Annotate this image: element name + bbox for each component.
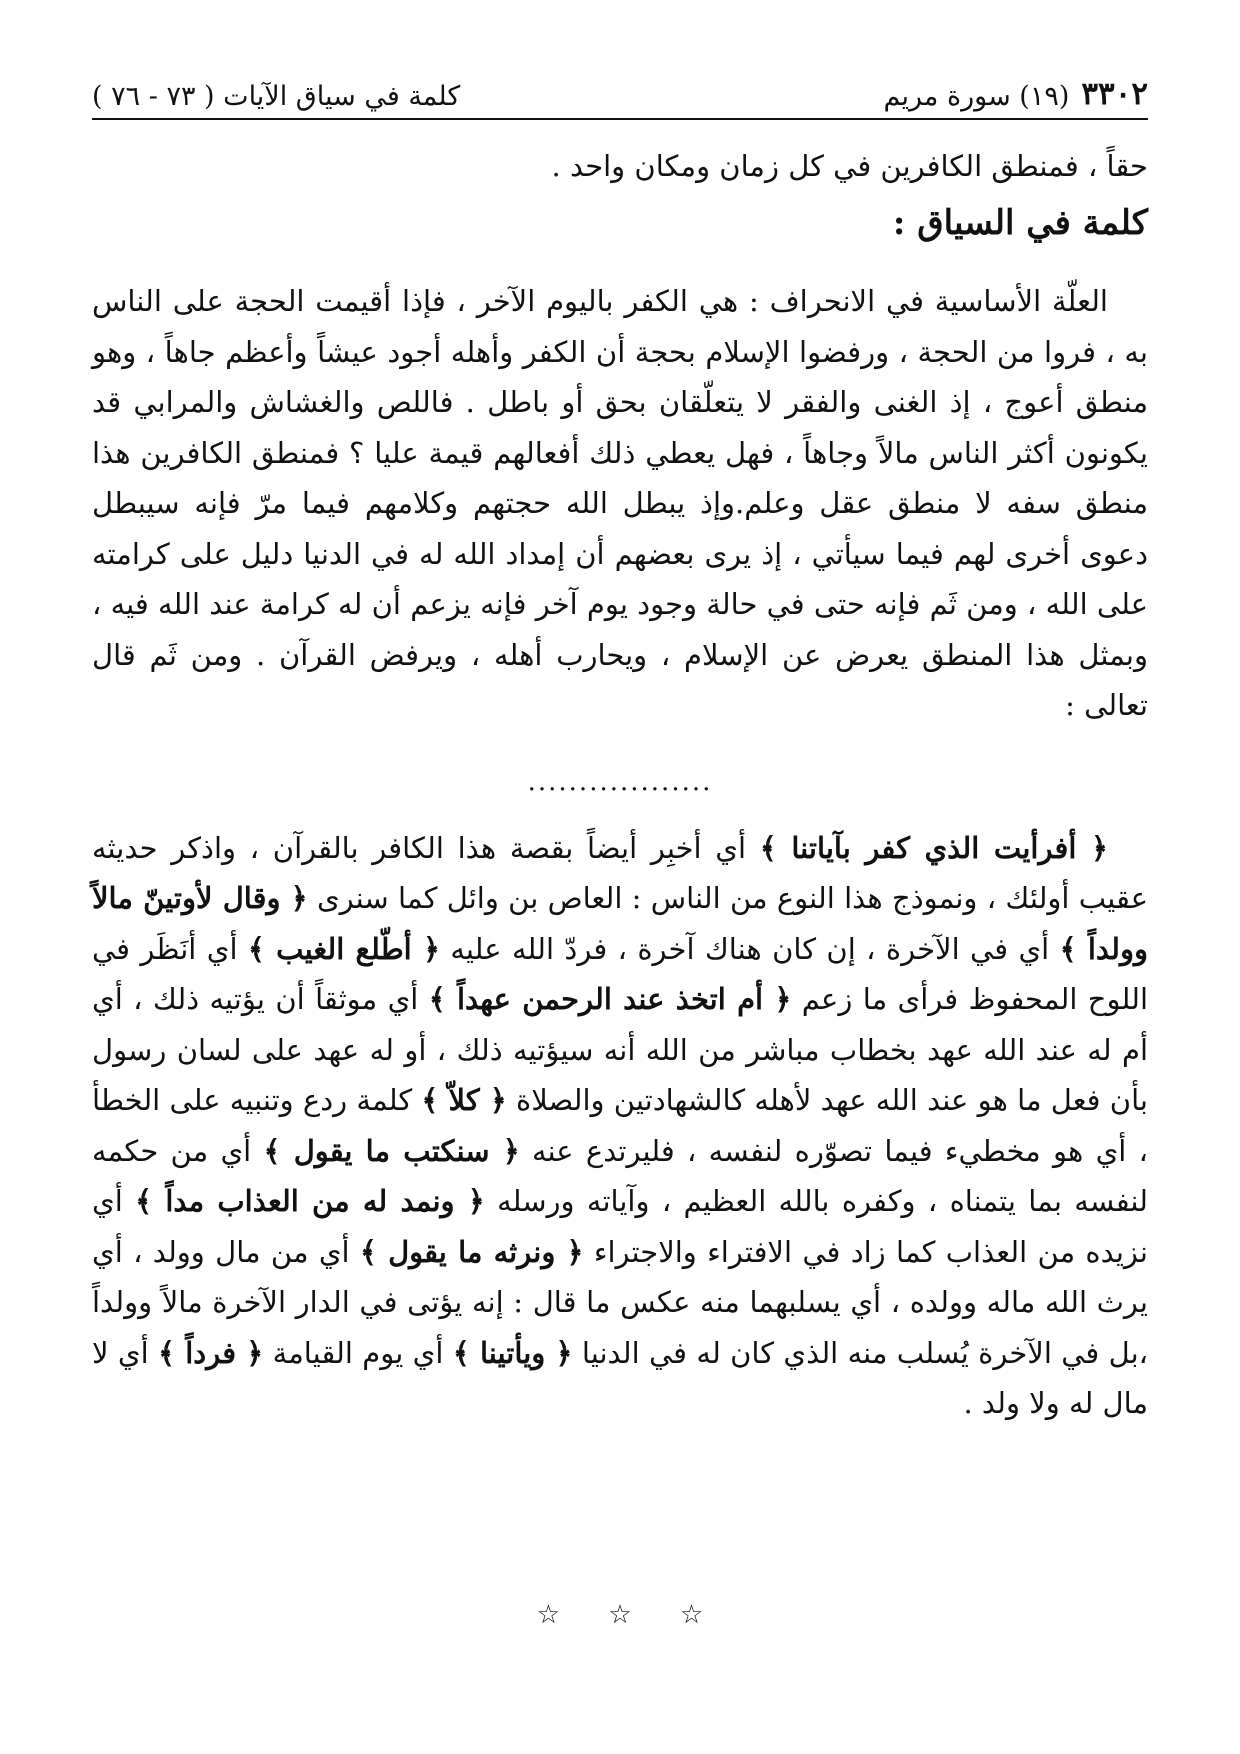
page-header — [92, 62, 1148, 120]
section-heading: كلمة في السياق : — [892, 203, 1148, 243]
commentary-text: أي أنَظَر في اللوح المحفوظ فرأى ما زعم — [92, 931, 1148, 1016]
commentary-text: أي يوم القيامة — [263, 1335, 453, 1370]
commentary-text: أي لا مال له ولا ولد . — [92, 1335, 1148, 1420]
verse-quote: ﴿ أم اتخذ عند الرحمن عهداً ﴾ — [428, 982, 792, 1016]
verse-quote: ﴿ وقال لأوتينّ مالاً وولداً ﴾ — [92, 881, 1148, 966]
footer-stars: ☆ ☆ ☆ — [536, 1600, 704, 1630]
verse-quote: ﴿ أفرأيت الذي كفر بآياتنا ﴾ — [759, 830, 1108, 865]
commentary-text: أي من حكمه لنفسه بما يتمناه ، وكفره بالله العظيم ، وآياته ورسله — [92, 1133, 1148, 1218]
context-paragraph: العلّة الأساسية في الانحراف : هي الكفر باليوم الآخر ، فإذا أقيمت الحجة على الناس به ، فروا من الحجة ، ورفضوا الإسلام بحجة أن الكفر وأهله أجود عيشاً وأعظم جاهاً ، وهو منطق أعوج ، إذ الغنى والفقر لا يتعلّقان بحق أو باطل . فاللص والغشاش والمرابي قد يكونون أكثر الناس مالاً وجاهاً ، فهل يعطي ذلك أفعالهم قيمة عليا ؟ فمنطق الكافرين هذا منطق سفه لا منطق عقل وعلم.وإذ يبطل الله حجتهم وكلامهم فيما مرّ فإنه سيبطل دعوى أخرى لهم فيما سيأتي ، إذ يرى بعضهم أن إمداد الله له في الدنيا دليل على كرامته على الله ، ومن ثَم فإنه حتى في حالة وجود يوم آخر فإنه يزعم أن له كرامة عند الله فيه ، وبمثل هذا المنطق يعرض عن الإسلام ، ويحارب أهله ، ويرفض القرآن . ومن ثَم قال تعالى : — [92, 284, 1148, 722]
commentary-text: كلمة ردع وتنبيه على الخطأ ، أي هو مخطيء فيما تصوّره لنفسه ، فليرتدع عنه — [92, 1083, 1148, 1168]
surah-label: (١٩) سورة مريم — [883, 81, 1070, 112]
verse-quote: ﴿ ونمد له من العذاب مداً ﴾ — [135, 1184, 485, 1218]
commentary-text: أي من مال وولد ، أي يرث الله ماله وولده ، أي يسلبهما منه عكس ما قال : إنه يؤتى في الدار الآخرة مالاً وولداً ،بل في الآخرة يُسلب منه الذي كان له في الدنيا — [92, 1234, 1149, 1370]
verse-quote: ﴿ سنكتب ما يقول ﴾ — [263, 1133, 520, 1168]
commentary-text: أي أخبِر أيضاً بقصة هذا الكافر بالقرآن ، واذكر حديثه عقيب أولئك ، ونموذج هذا النوع من الناس : العاص بن وائل كما سنرى — [92, 830, 1148, 915]
verse-quote: ﴿ كلاّ ﴾ — [421, 1083, 507, 1117]
page-body — [92, 140, 1148, 1429]
page-number: ٣٣٠٢ — [1081, 76, 1148, 112]
commentary-text: أي موثقاً أن يؤتيه ذلك ، أي أم له عند الله عهد بخطاب مباشر من الله أنه سيؤتيه ذلك ، أو له عهد على لسان رسول بأن فعل ما هو عند الله عهد لأهله كالشهادتين والصلاة — [92, 982, 1148, 1117]
verse-quote: ﴿ ويأتينا ﴾ — [452, 1335, 573, 1370]
commentary-paragraph — [92, 823, 1148, 1429]
commentary-text: أي نزيده من العذاب كما زاد في الافتراء والاجتراء — [92, 1184, 1148, 1269]
header-right — [884, 76, 1148, 112]
separator-dots: .................. — [527, 766, 713, 797]
continuation-line: حقاً ، فمنطق الكافرين في كل زمان ومكان واحد . — [551, 149, 1148, 183]
verse-quote: ﴿ فرداً ﴾ — [158, 1335, 264, 1370]
verse-quote: ﴿ ونرثه ما يقول ﴾ — [359, 1234, 584, 1269]
running-title: كلمة في سياق الآيات ( ٧٣ - ٧٦ ) — [92, 81, 461, 112]
verse-quote: ﴿ أطّلع الغيب ﴾ — [247, 931, 440, 966]
commentary-text: أي في الآخرة ، إن كان هناك آخرة ، فردّ الله عليه — [439, 931, 1060, 966]
